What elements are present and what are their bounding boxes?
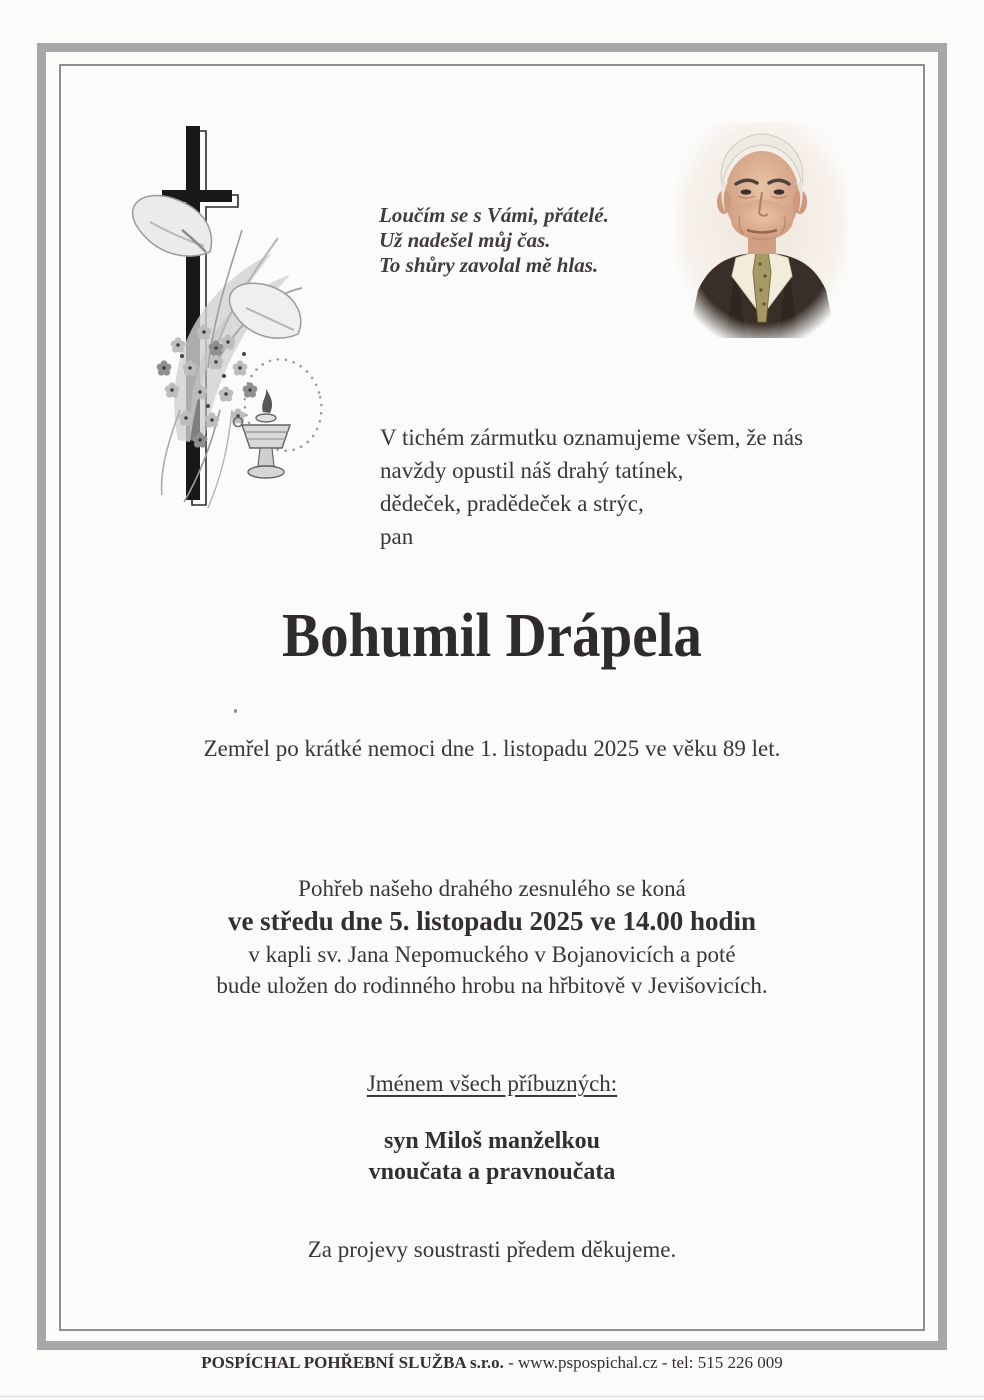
funeral-home-name: POSPÍCHAL POHŘEBNÍ SLUŽBA s.r.o. [201, 1353, 504, 1372]
scan-edge-line [0, 1396, 984, 1397]
announcement-line: V tichém zármutku oznamujeme všem, že nás [380, 425, 804, 450]
deceased-portrait-photo [676, 122, 848, 338]
announcement-line: dědeček, pradědeček a strýc, [380, 491, 644, 516]
cross-and-lilies-icon [120, 110, 340, 530]
family-members [0, 1126, 984, 1188]
scan-artifact-speck [234, 709, 237, 713]
verse-line: Loučím se s Vámi, přátelé. [379, 203, 609, 227]
funeral-datetime: ve středu dne 5. listopadu 2025 ve 14.00 hodin [227, 906, 757, 936]
farewell-verse [379, 203, 609, 278]
family-member-line: vnoučata a pravnoučata [368, 1159, 616, 1185]
funeral-home-contact: - www.pspospichal.cz - tel: 515 226 009 [503, 1353, 783, 1372]
funeral-details [0, 873, 984, 1001]
funeral-home-footer [0, 1353, 984, 1373]
funeral-location-line: bude uložen do rodinného hrobu na hřbitově v Jevišovicích. [216, 973, 768, 998]
announcement-line: navždy opustil náš drahý tatínek, [380, 458, 684, 483]
verse-line: To shůry zavolal mě hlas. [379, 253, 599, 277]
deceased-name: Bohumil Drápela [282, 602, 702, 670]
death-notice: Zemřel po krátké nemoci dne 1. listopadu 2025 ve věku 89 let. [203, 736, 781, 761]
funeral-intro: Pohřeb našeho drahého zesnulého se koná [298, 876, 686, 901]
family-heading: Jménem všech příbuzných: [366, 1071, 618, 1096]
family-member-line: syn Miloš manželkou [383, 1128, 601, 1154]
condolence-text: Za projevy soustrasti předem děkujeme. [307, 1237, 677, 1262]
verse-line: Už nadešel můj čas. [379, 228, 551, 252]
announcement-line: pan [380, 524, 414, 549]
funeral-location-line: v kapli sv. Jana Nepomuckého v Bojanovicích a poté [248, 942, 736, 967]
announcement-text [380, 421, 803, 553]
